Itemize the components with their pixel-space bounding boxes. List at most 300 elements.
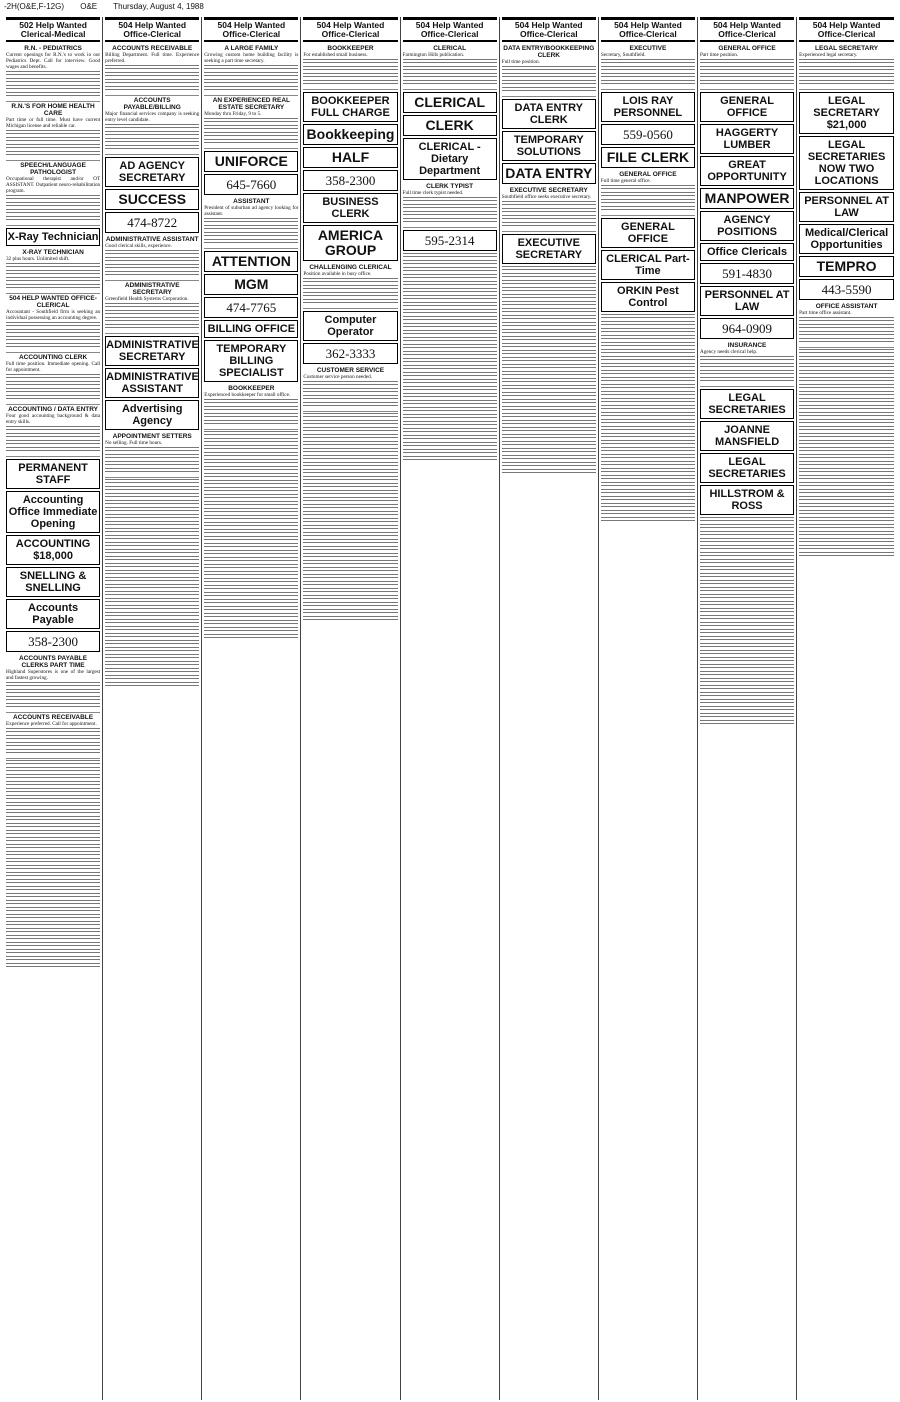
ad-text-lines: [799, 440, 894, 446]
ad-text-lines: [601, 433, 695, 439]
ad-text-lines: [105, 79, 199, 85]
ad-text-lines: [105, 535, 199, 541]
classified-ad: [601, 170, 695, 216]
ad-text-lines: [403, 218, 497, 224]
ad-text-lines: [6, 949, 100, 955]
ad-text-lines: [6, 942, 100, 948]
ad-text-lines: [502, 222, 596, 228]
ad-body: Billing Department. Full time. Experience preferred.: [105, 52, 200, 64]
display-ad: MGM: [204, 274, 298, 295]
ad-text-lines: [403, 59, 497, 65]
ad-text-lines: [403, 442, 497, 448]
ad-text-lines: [105, 570, 199, 576]
ad-text-lines: [303, 609, 397, 615]
ad-heading: CLERK TYPIST: [426, 183, 474, 190]
display-ad: BILLING OFFICE: [204, 320, 298, 338]
ad-text-lines: [303, 525, 397, 531]
ad-text-lines: [601, 192, 695, 198]
ad-text-lines: [303, 413, 397, 419]
ad-text-lines: [799, 412, 894, 418]
ad-text-lines: [403, 295, 497, 301]
ad-text-lines: [799, 426, 894, 432]
ad-heading: ACCOUNTS RECEIVABLE: [13, 714, 94, 721]
ad-text-lines: [700, 692, 794, 698]
ad-text-lines: [204, 592, 298, 598]
ad-text-lines: [105, 605, 199, 611]
display-ad: FILE CLERK: [601, 147, 695, 168]
ad-body: Growing custom home building facility is seeking a part time secretary.: [204, 52, 299, 64]
ad-heading: APPOINTMENT SETTERS: [112, 433, 192, 440]
ad-text-lines: [105, 514, 199, 520]
ad-text-lines: [403, 428, 497, 434]
ad-text-lines: [6, 433, 100, 439]
ad-heading: EXECUTIVE: [629, 45, 667, 52]
ad-text-lines: [601, 370, 695, 376]
ad-heading: INSURANCE: [727, 342, 767, 349]
ad-body: Full time position.: [501, 59, 540, 65]
ad-text-lines: [799, 454, 894, 460]
ad-text-lines: [204, 132, 298, 138]
issue-date: Thursday, August 4, 1988: [113, 2, 204, 11]
ad-text-lines: [799, 517, 894, 523]
ad-text-lines: [799, 524, 894, 530]
ad-text-lines: [204, 550, 298, 556]
display-ad: 474-7765: [204, 297, 298, 318]
classified-ad: [105, 281, 199, 334]
ad-text-lines: [799, 405, 894, 411]
display-ad: 358-2300: [6, 631, 100, 652]
ad-heading: ACCOUNTING / DATA ENTRY: [8, 406, 99, 413]
classified-ad: [6, 654, 100, 713]
ad-text-lines: [303, 80, 397, 86]
classified-column: [698, 17, 797, 1400]
ad-text-lines: [601, 73, 695, 79]
ad-text-lines: [601, 412, 695, 418]
ad-text-lines: [502, 357, 596, 363]
ad-text-lines: [6, 781, 100, 787]
ad-text-lines: [601, 426, 695, 432]
ad-text-lines: [204, 452, 298, 458]
ad-text-lines: [105, 454, 199, 460]
ad-text-lines: [6, 202, 100, 208]
ad-text-lines: [601, 384, 695, 390]
ad-text-lines: [502, 73, 596, 79]
ad-text-lines: [799, 482, 894, 488]
ad-text-lines: [799, 503, 894, 509]
ad-text-lines: [204, 232, 298, 238]
ad-body: Highland Superstores is one of the largest and fastest growing.: [6, 669, 101, 681]
ad-text-lines: [204, 473, 298, 479]
ad-body: President of suburban ad agency looking for assistant.: [204, 205, 299, 217]
ad-text-lines: [601, 489, 695, 495]
classified-ad: [6, 353, 100, 405]
ad-text-lines: [601, 454, 695, 460]
column-header: 504 Help Wanted Office-Clerical: [303, 17, 397, 42]
ad-text-lines: [601, 185, 695, 191]
ad-text-lines: [403, 80, 497, 86]
column-header: 504 Help Wanted Office-Clerical: [403, 17, 497, 42]
ad-text-lines: [303, 66, 397, 72]
ad-text-lines: [303, 595, 397, 601]
ad-heading: R.N.'S FOR HOME HEALTH CARE: [11, 103, 95, 117]
ad-text-lines: [204, 627, 298, 633]
ad-body: Four good accounting background & data entry skills.: [6, 413, 101, 425]
ad-text-lines: [403, 330, 497, 336]
display-ad: 591-4830: [700, 263, 794, 284]
classified-ad: [6, 161, 100, 226]
ad-text-lines: [403, 197, 497, 203]
display-ad: ATTENTION: [204, 251, 298, 272]
ad-text-lines: [700, 363, 794, 369]
ad-body: Position available in busy office.: [303, 271, 372, 277]
ad-text-lines: [700, 559, 794, 565]
ad-text-lines: [403, 365, 497, 371]
ad-text-lines: [6, 263, 100, 269]
ad-text-lines: [601, 517, 695, 523]
ad-text-lines: [105, 493, 199, 499]
display-ad: BOOKKEEPER FULL CHARGE: [303, 92, 397, 122]
ad-text-lines: [105, 324, 199, 330]
ad-body: For established small business.: [303, 52, 368, 58]
ad-text-lines: [799, 419, 894, 425]
ad-text-lines: [6, 336, 100, 342]
ad-body: Full time general office.: [600, 178, 651, 184]
ad-text-lines: [6, 696, 100, 702]
ad-text-lines: [502, 329, 596, 335]
display-ad: CLERICAL Part-Time: [601, 250, 695, 280]
ad-heading: ADMINISTRATIVE SECRETARY: [124, 282, 180, 296]
ad-text-lines: [303, 602, 397, 608]
ad-body: 32 plus hours. Unlimited shift.: [6, 256, 70, 262]
ad-text-lines: [6, 802, 100, 808]
ad-text-lines: [303, 560, 397, 566]
ad-text-lines: [403, 260, 497, 266]
classified-ad: [204, 384, 298, 430]
ad-body: Major financial services company is seeking entry level candidate.: [105, 111, 200, 123]
ad-text-lines: [303, 388, 397, 394]
ad-text-lines: [204, 487, 298, 493]
ad-text-lines: [799, 377, 894, 383]
ad-text-lines: [6, 277, 100, 283]
ad-text-lines: [204, 529, 298, 535]
ad-text-lines: [204, 543, 298, 549]
ad-text-lines: [799, 370, 894, 376]
ad-body: Full time position. Immediate opening. Call for appointment.: [6, 361, 101, 373]
ad-text-lines: [502, 66, 596, 72]
ad-text-lines: [700, 615, 794, 621]
ad-text-lines: [502, 343, 596, 349]
ad-text-lines: [105, 447, 199, 453]
ad-text-lines: [403, 66, 497, 72]
ad-text-lines: [601, 468, 695, 474]
ad-text-lines: [799, 317, 894, 323]
ad-text-lines: [303, 581, 397, 587]
display-ad: ADMINISTRATIVE ASSISTANT: [105, 368, 199, 398]
ad-text-lines: [105, 549, 199, 555]
ad-text-lines: [105, 461, 199, 467]
classified-ad: [601, 44, 695, 90]
ad-text-lines: [700, 678, 794, 684]
display-ad: ADMINISTRATIVE SECRETARY: [105, 336, 199, 366]
ad-text-lines: [700, 538, 794, 544]
ad-text-lines: [6, 703, 100, 709]
ad-text-lines: [502, 462, 596, 468]
ad-text-lines: [105, 612, 199, 618]
classified-ad: [502, 186, 596, 232]
ad-text-lines: [601, 405, 695, 411]
display-ad: UNIFORCE: [204, 151, 298, 172]
ad-text-lines: [204, 86, 298, 92]
ad-text-lines: [403, 344, 497, 350]
ad-text-lines: [403, 267, 497, 273]
ad-text-lines: [6, 830, 100, 836]
ad-text-lines: [700, 377, 794, 383]
ad-text-lines: [303, 476, 397, 482]
ad-text-lines: [601, 510, 695, 516]
ad-text-lines: [105, 640, 199, 646]
ad-text-lines: [700, 552, 794, 558]
ad-text-lines: [799, 433, 894, 439]
ad-text-lines: [799, 545, 894, 551]
display-ad: ORKIN Pest Control: [601, 282, 695, 312]
display-ad: SUCCESS: [105, 189, 199, 210]
display-ad: 964-0909: [700, 318, 794, 339]
ad-text-lines: [6, 735, 100, 741]
display-ad: JOANNE MANSFIELD: [700, 421, 794, 451]
ad-text-lines: [6, 900, 100, 906]
ad-text-lines: [105, 310, 199, 316]
ad-text-lines: [601, 80, 695, 86]
ad-text-lines: [799, 331, 894, 337]
ad-text-lines: [799, 538, 894, 544]
ad-text-lines: [204, 438, 298, 444]
ad-body: Part time position.: [699, 52, 739, 58]
classified-ad: [204, 96, 298, 149]
ad-text-lines: [601, 356, 695, 362]
ad-text-lines: [700, 664, 794, 670]
ad-text-lines: [105, 584, 199, 590]
ad-text-lines: [502, 280, 596, 286]
display-ad: AGENCY POSITIONS: [700, 211, 794, 241]
ad-text-lines: [601, 314, 695, 320]
ad-text-lines: [700, 566, 794, 572]
ad-text-lines: [204, 494, 298, 500]
ad-heading: ASSISTANT: [233, 198, 270, 205]
ad-text-lines: [303, 553, 397, 559]
ad-text-lines: [502, 434, 596, 440]
ad-text-lines: [303, 59, 397, 65]
classified-ad: [6, 102, 100, 161]
ad-heading: 504 HELP WANTED OFFICE-CLERICAL: [9, 295, 97, 309]
display-ad: Bookkeeping: [303, 124, 397, 145]
ad-text-lines: [6, 381, 100, 387]
ad-text-lines: [601, 59, 695, 65]
ad-text-lines: [105, 72, 199, 78]
ad-text-lines: [204, 420, 298, 426]
classified-ad: [105, 432, 199, 478]
ad-text-lines: [6, 837, 100, 843]
ad-text-lines: [303, 395, 397, 401]
ad-text-lines: [700, 517, 794, 523]
ad-text-lines: [403, 211, 497, 217]
ad-text-lines: [403, 386, 497, 392]
classified-columns: [4, 17, 896, 1400]
ad-text-lines: [105, 563, 199, 569]
ad-text-lines: [105, 507, 199, 513]
display-ad: Medical/Clerical Opportunities: [799, 224, 894, 254]
ad-text-lines: [700, 573, 794, 579]
ad-text-lines: [502, 215, 596, 221]
ad-text-lines: [403, 274, 497, 280]
ad-text-lines: [502, 469, 596, 475]
column-header: 504 Help Wanted Office-Clerical: [204, 17, 298, 42]
ad-text-lines: [502, 308, 596, 314]
ad-text-lines: [105, 542, 199, 548]
ad-text-lines: [700, 356, 794, 362]
ad-text-lines: [502, 371, 596, 377]
ad-text-lines: [601, 363, 695, 369]
display-ad: HILLSTROM & ROSS: [700, 485, 794, 515]
ad-text-lines: [700, 706, 794, 712]
ad-text-lines: [6, 795, 100, 801]
ad-text-lines: [700, 636, 794, 642]
ad-body: Experienced legal secretary.: [799, 52, 858, 58]
ad-text-lines: [204, 65, 298, 71]
ad-text-lines: [403, 204, 497, 210]
ad-text-lines: [204, 72, 298, 78]
ad-text-lines: [6, 823, 100, 829]
ad-text-lines: [502, 455, 596, 461]
classified-ad: [6, 294, 100, 353]
ad-text-lines: [502, 350, 596, 356]
ad-text-lines: [601, 349, 695, 355]
ad-text-lines: [105, 556, 199, 562]
classified-ad: [105, 44, 199, 96]
ad-text-lines: [6, 858, 100, 864]
ad-text-lines: [601, 447, 695, 453]
ad-text-lines: [700, 650, 794, 656]
ad-text-lines: [6, 195, 100, 201]
ad-text-lines: [6, 865, 100, 871]
ad-text-lines: [700, 587, 794, 593]
ad-text-lines: [105, 317, 199, 323]
ad-text-lines: [700, 66, 794, 72]
ad-text-lines: [204, 480, 298, 486]
ad-text-lines: [403, 449, 497, 455]
ad-text-lines: [502, 315, 596, 321]
ad-text-lines: [204, 399, 298, 405]
ad-text-lines: [700, 73, 794, 79]
ad-text-lines: [6, 844, 100, 850]
ad-text-lines: [105, 626, 199, 632]
ad-text-lines: [204, 536, 298, 542]
ad-text-lines: [6, 928, 100, 934]
ad-text-lines: [502, 406, 596, 412]
ad-heading: ACCOUNTS RECEIVABLE: [112, 45, 193, 52]
ad-text-lines: [403, 400, 497, 406]
display-ad: EXECUTIVE SECRETARY: [502, 234, 596, 264]
classified-ad: [6, 44, 100, 102]
ad-text-lines: [700, 594, 794, 600]
display-ad: Office Clericals: [700, 243, 794, 261]
classified-ad: [105, 96, 199, 155]
ad-heading: BOOKKEEPER: [327, 45, 374, 52]
ad-text-lines: [204, 522, 298, 528]
classified-ad: [799, 302, 894, 348]
ad-body: Current openings for R.N.'s to work in our Pediatrics Dept. Call for interview. Good wages and benefits.: [6, 52, 101, 70]
ad-text-lines: [303, 546, 397, 552]
ad-text-lines: [105, 250, 199, 256]
display-ad: MANPOWER: [700, 188, 794, 209]
ad-text-lines: [502, 413, 596, 419]
ad-text-lines: [700, 657, 794, 663]
ad-body: Agency needs clerical help.: [699, 349, 758, 355]
display-ad: 474-8722: [105, 212, 199, 233]
page-number: -2H(O&E,F-12G): [4, 2, 65, 11]
ad-text-lines: [105, 486, 199, 492]
ad-text-lines: [700, 622, 794, 628]
ad-text-lines: [601, 335, 695, 341]
ad-text-lines: [6, 914, 100, 920]
ad-text-lines: [403, 407, 497, 413]
ad-text-lines: [502, 322, 596, 328]
ad-text-lines: [700, 59, 794, 65]
ad-text-lines: [303, 518, 397, 524]
ad-text-lines: [303, 588, 397, 594]
classified-ad: [204, 44, 298, 96]
ad-text-lines: [204, 613, 298, 619]
ad-text-lines: [6, 851, 100, 857]
ad-text-lines: [6, 893, 100, 899]
ad-text-lines: [601, 503, 695, 509]
ad-body: Southfield office seeks executive secretary.: [501, 194, 592, 200]
ad-text-lines: [6, 788, 100, 794]
ad-text-lines: [105, 271, 199, 277]
ad-text-lines: [303, 381, 397, 387]
ad-text-lines: [105, 661, 199, 667]
ad-text-lines: [303, 511, 397, 517]
ad-text-lines: [403, 316, 497, 322]
ad-body: Full time clerk typist needed.: [402, 190, 464, 196]
display-ad: LOIS RAY PERSONNEL: [601, 92, 695, 122]
ad-text-lines: [6, 872, 100, 878]
ad-text-lines: [6, 921, 100, 927]
ad-text-lines: [700, 601, 794, 607]
display-ad: PERMANENT STAFF: [6, 459, 100, 489]
ad-text-lines: [6, 749, 100, 755]
ad-text-lines: [105, 598, 199, 604]
ad-text-lines: [700, 720, 794, 726]
classified-column: [103, 17, 202, 1400]
ad-text-lines: [6, 935, 100, 941]
column-header: 502 Help Wanted Clerical-Medical: [6, 17, 100, 42]
ad-text-lines: [502, 87, 596, 93]
classified-ad: [6, 405, 100, 457]
display-ad: LEGAL SECRETARY $21,000: [799, 92, 894, 134]
display-ad: 443-5590: [799, 279, 894, 300]
ad-text-lines: [601, 482, 695, 488]
ad-text-lines: [502, 301, 596, 307]
ad-heading: ADMINISTRATIVE ASSISTANT: [105, 236, 199, 243]
column-header: 504 Help Wanted Office-Clerical: [105, 17, 199, 42]
ad-text-lines: [6, 886, 100, 892]
ad-body: Greenfield Health Systems Corporation.: [105, 296, 189, 302]
ad-text-lines: [204, 620, 298, 626]
ad-text-lines: [105, 577, 199, 583]
ad-text-lines: [403, 414, 497, 420]
ad-text-lines: [204, 139, 298, 145]
classified-ad: [204, 197, 298, 249]
